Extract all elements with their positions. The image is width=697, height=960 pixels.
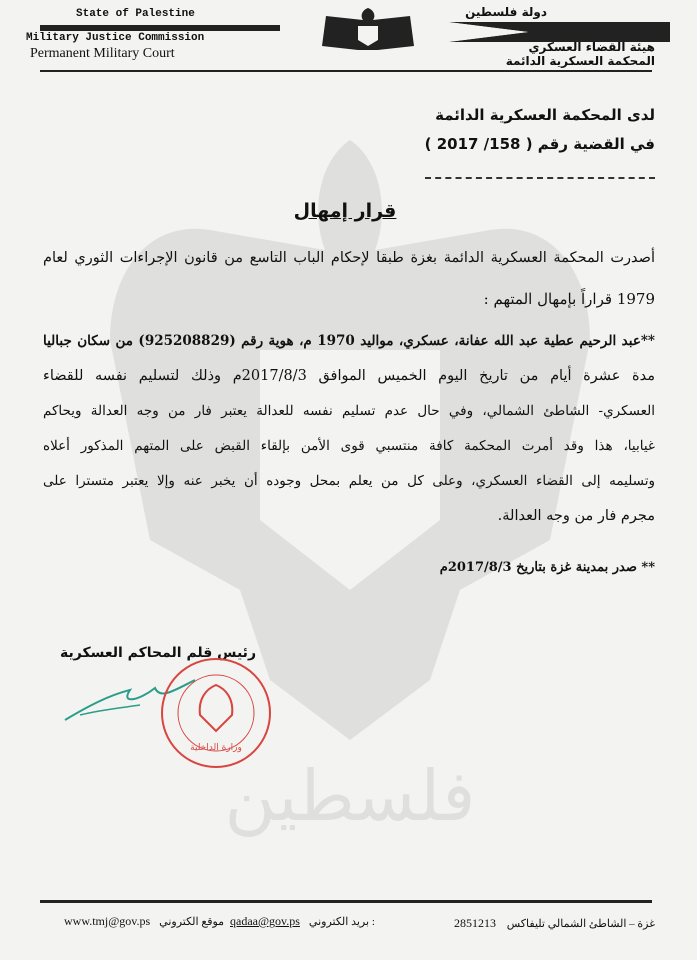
footer-email[interactable]: qadaa@gov.ps xyxy=(230,914,300,928)
footer-site[interactable]: www.tmj@gov.ps xyxy=(64,914,151,928)
header-en-commission: Military Justice Commission xyxy=(26,32,205,44)
header-en-state: State of Palestine xyxy=(76,8,195,20)
svg-text:فلسطين: فلسطين xyxy=(224,755,476,837)
header-ar-commission: هيئة القضاء العسكري xyxy=(528,40,655,54)
footer-email-label: بريد الكتروني : xyxy=(308,916,375,928)
header-ar-court: المحكمة العسكرية الدائمة xyxy=(505,54,655,68)
header-ar-state: دولة فلسطين xyxy=(465,5,547,19)
dashed-divider xyxy=(425,177,655,179)
body-line-5: العسكري- الشاطئ الشمالي، وفي حال عدم تسليم نفسه للعدالة يعتبر فار من وجه العدالة ويحاكم xyxy=(43,403,655,419)
header-en-court: Permanent Military Court xyxy=(30,46,175,61)
body-line-4: مدة عشرة أيام من تاريخ اليوم الخميس الموافق 2017/8/3م وذلك لتسليم نفسه للقضاء xyxy=(43,368,655,384)
flag-shape xyxy=(448,22,670,42)
signature-title: رئيس قلم المحاكم العسكرية xyxy=(59,645,256,661)
body-line-7: وتسليمه إلى القضاء العسكري، وعلى كل من يعلم بمحل وجوده أن يخبر عنه وإلا يعتبر متسترا على xyxy=(43,473,655,489)
issued-line: ** صدر بمدينة غزة بتاريخ 2017/8/3م xyxy=(439,560,655,575)
footer-email-block xyxy=(230,914,375,929)
official-stamp xyxy=(158,655,274,771)
body-line-2: 1979 قراراً بإمهال المتهم : xyxy=(483,290,655,308)
body-line-6: غيابيا، هذا وقد أمرت المحكمة كافة منتسبي قوى الأمن بإلقاء القبض على المتهم المذكور أعلاه xyxy=(43,438,655,454)
body-line-3: **عبد الرحيم عطية عبد الله عفانة، عسكري، مواليد 1970 م، هوية رقم (925208829) من سكان جباليا xyxy=(43,333,655,349)
document-title: قرار إمهال xyxy=(293,200,397,222)
footer-address-text: غزة – الشاطئ الشمالي تليفاكس xyxy=(506,918,655,930)
header-divider xyxy=(40,70,652,72)
footer-phone: 2851213 xyxy=(454,916,497,930)
court-line: لدى المحكمة العسكرية الدائمة xyxy=(435,106,655,124)
case-number: في القضية رقم ( 158/ 2017 ) xyxy=(424,135,655,153)
body-line-8: مجرم فار من وجه العدالة. xyxy=(497,508,655,524)
header-left-bar xyxy=(40,25,280,31)
footer-site-label: موقع الكتروني xyxy=(159,916,225,928)
body-line-1: أصدرت المحكمة العسكرية الدائمة بغزة طبقا لإحكام الباب التاسع من قانون الإجراءات الثوري لعام xyxy=(43,250,655,266)
eagle-emblem xyxy=(318,6,418,52)
svg-text:وزارة الداخلية: وزارة الداخلية xyxy=(190,743,242,753)
footer-site-block xyxy=(64,914,224,929)
footer-divider xyxy=(40,900,652,903)
footer-address xyxy=(454,916,655,931)
